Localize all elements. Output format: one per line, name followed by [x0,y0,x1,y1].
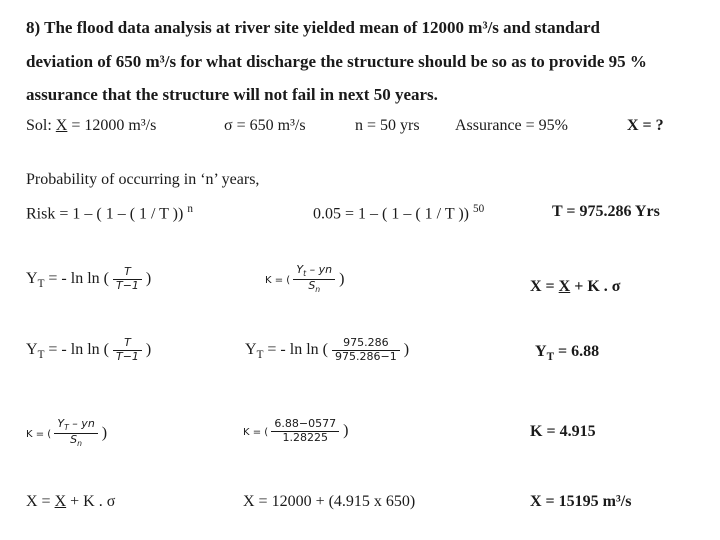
sol-label: Sol: [26,117,56,134]
k-substitution: K = ( $\frac{6.88-0577}{1.28225}$ ) [243,417,349,444]
t-fraction: $\frac{T}{T-1}$ [113,266,142,292]
yt-sub-fraction: $\frac{975.286}{975.286-1}$ [332,337,400,363]
yt-formula: $Y_T$ = - ln ln ( $\frac{T}{T-1}$ ) [26,265,152,292]
question-line-2: deviation of 650 m³/s for what discharge the structure should be so as to provide 95 % [26,52,647,71]
k-formula-symbolic: K = ( $\frac{Y_t - yn}{S_n}$ ) [265,263,345,295]
solution-n: n = 50 yrs [355,117,420,134]
question-line-1: 8) The flood data analysis at river site yielded mean of 12000 m³/s and standard [26,18,600,37]
probability-heading: Probability of occurring in ‘n’ years, [26,171,260,188]
risk-formula: Risk = 1 – ( 1 – ( 1 / T )) $^n$ [26,203,193,223]
solution-sigma: σ = 650 m³/s [224,117,306,134]
x-substitution: X = 12000 + (4.915 x 650) [243,493,416,510]
k-result: K = 4.915 [530,423,596,440]
t-result: T = 975.286 Yrs [552,203,660,220]
x-formula-final: X = X + K . σ [26,493,116,510]
solution-assurance: Assurance = 95% [455,117,568,134]
mean-value: = 12000 m³/s [67,117,157,134]
yt-formula-repeat: $Y_T$ = - ln ln ( $\frac{T}{T-1}$ ) [26,336,152,363]
k-fraction: $\frac{Y_t - yn}{S_n}$ [293,264,335,295]
k-formula: K = ( $\frac{Y_T - yn}{S_n}$ ) [26,417,108,449]
k-sub-fraction: $\frac{6.88-0577}{1.28225}$ [271,418,339,444]
x-formula: X = X + K . σ [530,278,621,295]
risk-sub-exponent: 50 [472,203,485,215]
solution-mean [26,117,156,135]
t-fraction-repeat: $\frac{T}{T-1}$ [113,337,142,363]
question-line-3: assurance that the structure will not fail in next 50 years. [26,85,438,104]
yt-substitution: $Y_T$ = - ln ln ( $\frac{975.286}{975.286-1}$ ) [245,336,410,363]
solution-unknown: X = ? [627,117,664,134]
xbar-symbol: X [55,117,68,134]
risk-substitution: 0.05 = 1 – ( 1 – ( 1 / T )) $^{50}$ [313,203,485,223]
yt-result: $Y_T = 6.88$ [535,343,600,364]
x-result: X = 15195 m³/s [530,493,632,510]
risk-exponent: n [187,203,193,215]
k-fraction-2: $\frac{Y_T - yn}{S_n}$ [54,418,97,449]
